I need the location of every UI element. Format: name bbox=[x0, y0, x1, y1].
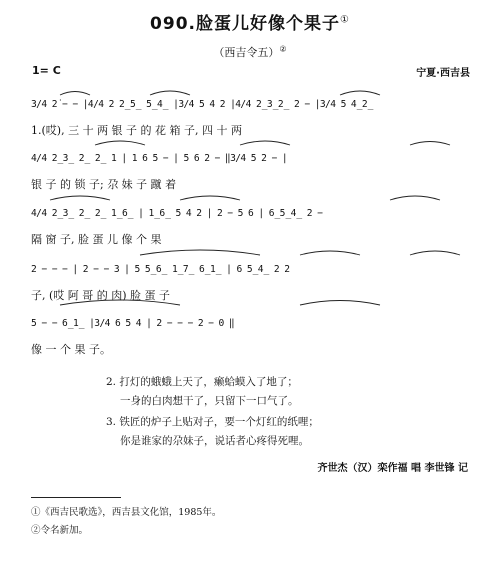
region-label: 宁夏·西吉县 bbox=[416, 68, 470, 79]
performer-credits: 齐世杰（汉）栾作福 唱 李世锋 记 bbox=[317, 463, 468, 474]
verse-3-line-2: 你是谁家的尕妹子，说话者心疼得死哩。 bbox=[120, 435, 309, 447]
verse-3-line-1: 3. 铁匠的炉子上贴对子，要一个灯红的纸哩； bbox=[106, 416, 319, 428]
score-line-5: 5 − − 6̲1̲ |3/4 6 5 4 | 2 − − − 2 − 0 ‖ bbox=[31, 318, 235, 329]
verse-2-line-2: 一身的白肉想干了，只留下一口气了。 bbox=[120, 395, 299, 407]
footnote-2: ②令名新加。 bbox=[31, 525, 89, 536]
score-line-1: 3/4 2̇ − − |4/4 2 2̲5̲ 5̲4̲ |3/4 5 4 2 |4/4 2̲3̲2̲ 2 − |3/4 5 4̲2̲ bbox=[31, 99, 373, 110]
song-subtitle: （西吉令五）② bbox=[213, 44, 287, 59]
song-title: 090.脸蛋儿好像个果子① bbox=[150, 14, 350, 34]
score-line-2: 4/4 2̲3̲ 2̲ 2̲ 1 | 1 6 5 − | 5 6 2 − ‖3/4 5 2 − | bbox=[31, 153, 288, 164]
lyric-line-3: 隔 窗 子, 脸 蛋 儿 像 个 果 bbox=[31, 233, 162, 246]
score-line-3: 4/4 2̲3̲ 2̲ 2̲ 1̲6̲ | 1̲6̲ 5 4 2 | 2 − 5 6 | 6̲5̲4̲ 2 − bbox=[31, 208, 323, 219]
lyric-line-5: 像 一 个 果 子。 bbox=[31, 343, 111, 356]
lyric-line-2: 银 子 的 锁 子; 尕 妹 子 蹴 着 bbox=[31, 178, 177, 191]
key-signature: 1= C bbox=[32, 64, 61, 77]
lyric-line-4: 子, (哎 阿 哥 的 肉) 脸 蛋 子 bbox=[31, 289, 171, 302]
score-line-4: 2 − − − | 2 − − 3 | 5 5̲6̲ 1̲7̲ 6̲1̲ | 6 5̲4̲ 2 2 bbox=[31, 264, 290, 275]
lyric-line-1: 1.(哎), 三 十 两 银 子 的 花 箱 子, 四 十 两 bbox=[31, 124, 243, 137]
footnote-1: ①《西吉民歌选》，西吉县文化馆，1985年。 bbox=[31, 507, 222, 518]
footnote-divider bbox=[31, 497, 121, 498]
verse-2-line-1: 2. 打灯的蛾蛾上天了，癞蛤蟆入了地了； bbox=[106, 376, 298, 388]
